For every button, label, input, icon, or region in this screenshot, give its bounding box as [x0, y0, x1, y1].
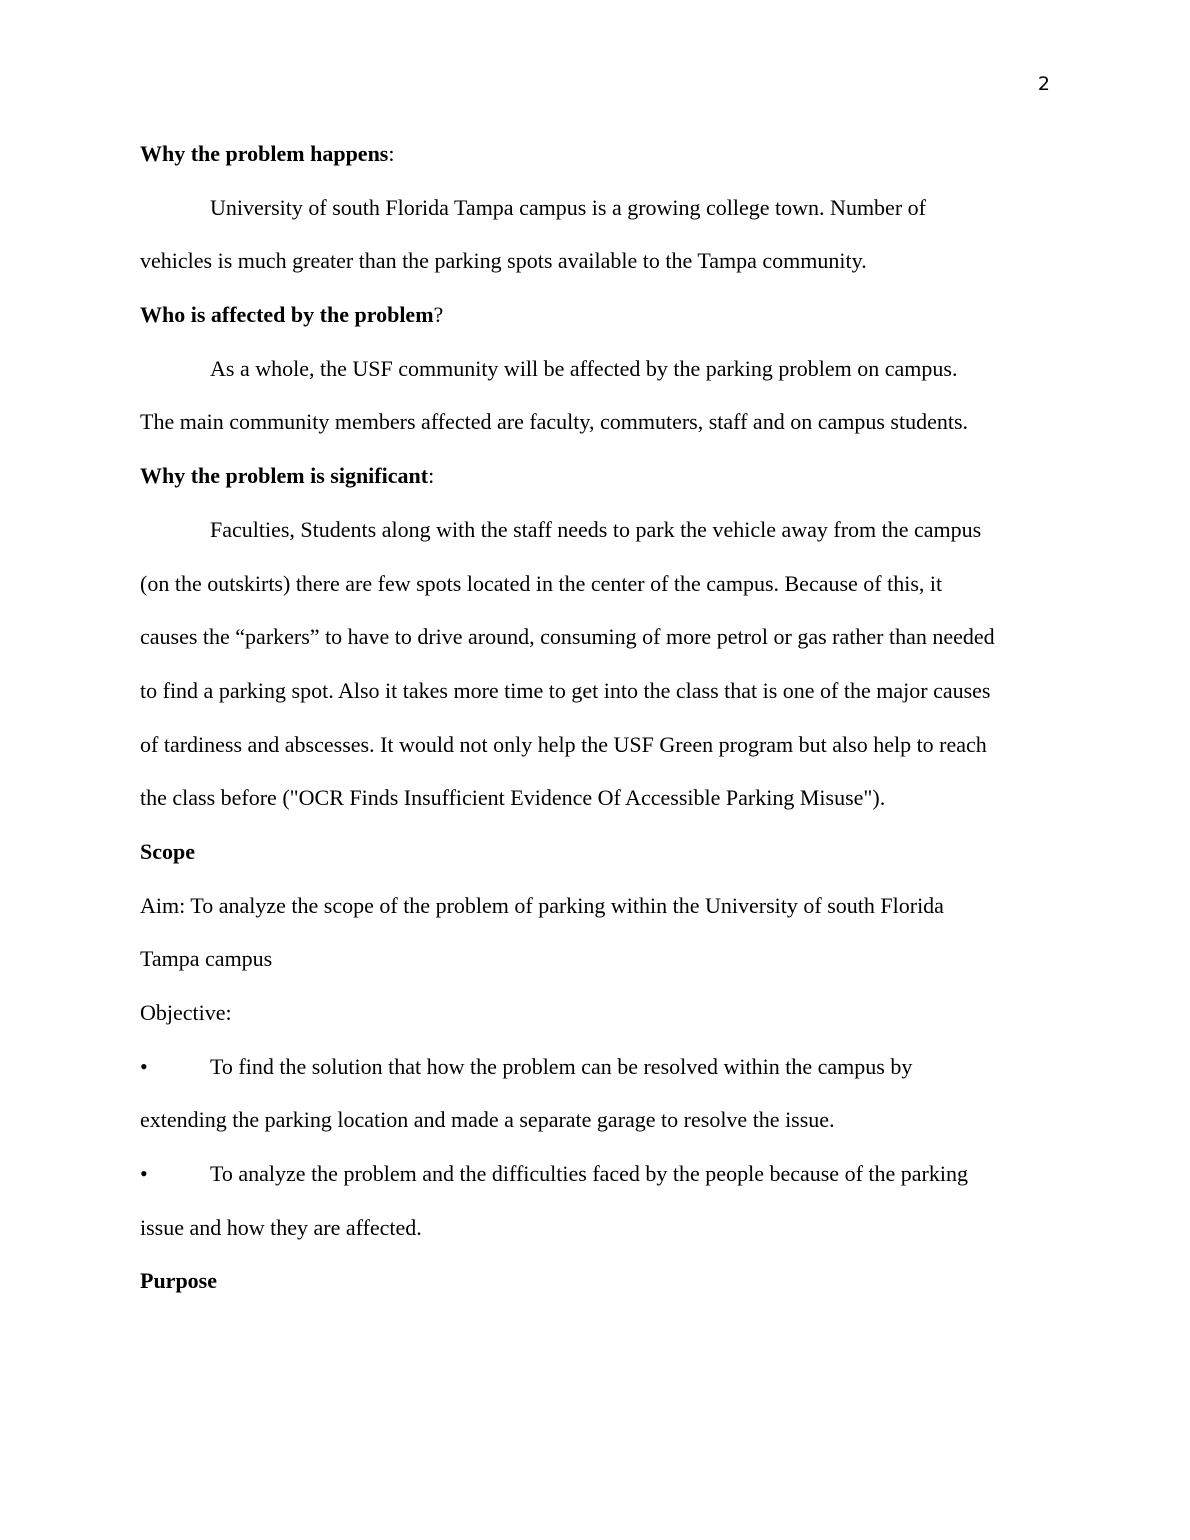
bullet-item — [140, 1147, 1052, 1201]
heading-punctuation: : — [388, 141, 395, 166]
bullet-text: To find the solution that how the problem can be resolved within the campus by — [210, 1053, 913, 1079]
heading-punctuation: : — [428, 463, 435, 489]
objective-label: Objective: — [140, 1000, 232, 1025]
bullet-item — [140, 1040, 1052, 1094]
heading-text: Who is affected by the problem — [140, 302, 434, 328]
section-heading-why-happens — [140, 127, 1052, 181]
section-heading-why-significant — [140, 449, 1052, 503]
aim-line: Aim: To analyze the scope of the problem of parking within the University of south Florida — [140, 892, 944, 918]
heading-punctuation: ? — [433, 302, 444, 328]
paragraph-line: As a whole, the USF community will be affected by the parking problem on campus. — [210, 355, 958, 381]
section-heading-scope: Scope — [140, 838, 195, 864]
paragraph-line: the class before ("OCR Finds Insufficient Evidence Of Accessible Parking Misuse"). — [140, 785, 886, 811]
bullet-text: To analyze the problem and the difficulties faced by the people because of the parking — [210, 1161, 968, 1187]
section-heading-who-affected — [140, 288, 1052, 342]
bullet-continuation: issue and how they are affected. — [140, 1214, 422, 1240]
bullet-continuation: extending the parking location and made a separate garage to resolve the issue. — [140, 1107, 835, 1133]
section-heading-purpose: Purpose — [140, 1268, 217, 1294]
paragraph-line: (on the outskirts) there are few spots located in the center of the campus. Because of this, it — [140, 570, 943, 596]
heading-text: Why the problem happens — [140, 141, 389, 166]
page-number: 2 — [1037, 73, 1050, 95]
paragraph-line: of tardiness and abscesses. It would not only help the USF Green program but also help to reach — [140, 731, 987, 757]
paragraph-line: causes the “parkers” to have to drive around, consuming of more petrol or gas rather than needed — [140, 624, 995, 650]
paragraph-line: The main community members affected are faculty, commuters, staff and on campus students. — [140, 409, 969, 435]
paragraph-line: University of south Florida Tampa campus is a growing college town. Number of — [210, 194, 926, 220]
aim-line: Tampa campus — [140, 946, 273, 972]
paragraph-line: to find a parking spot. Also it takes more time to get into the class that is one of the major causes — [140, 677, 991, 703]
paragraph-line: vehicles is much greater than the parking spots available to the Tampa community. — [140, 248, 867, 274]
heading-text: Why the problem is significant — [140, 463, 429, 489]
document-body — [140, 127, 1052, 1308]
bullet-icon: • — [140, 1053, 148, 1079]
bullet-icon: • — [140, 1161, 148, 1187]
paragraph-line: Faculties, Students along with the staff needs to park the vehicle away from the campus — [210, 516, 982, 542]
